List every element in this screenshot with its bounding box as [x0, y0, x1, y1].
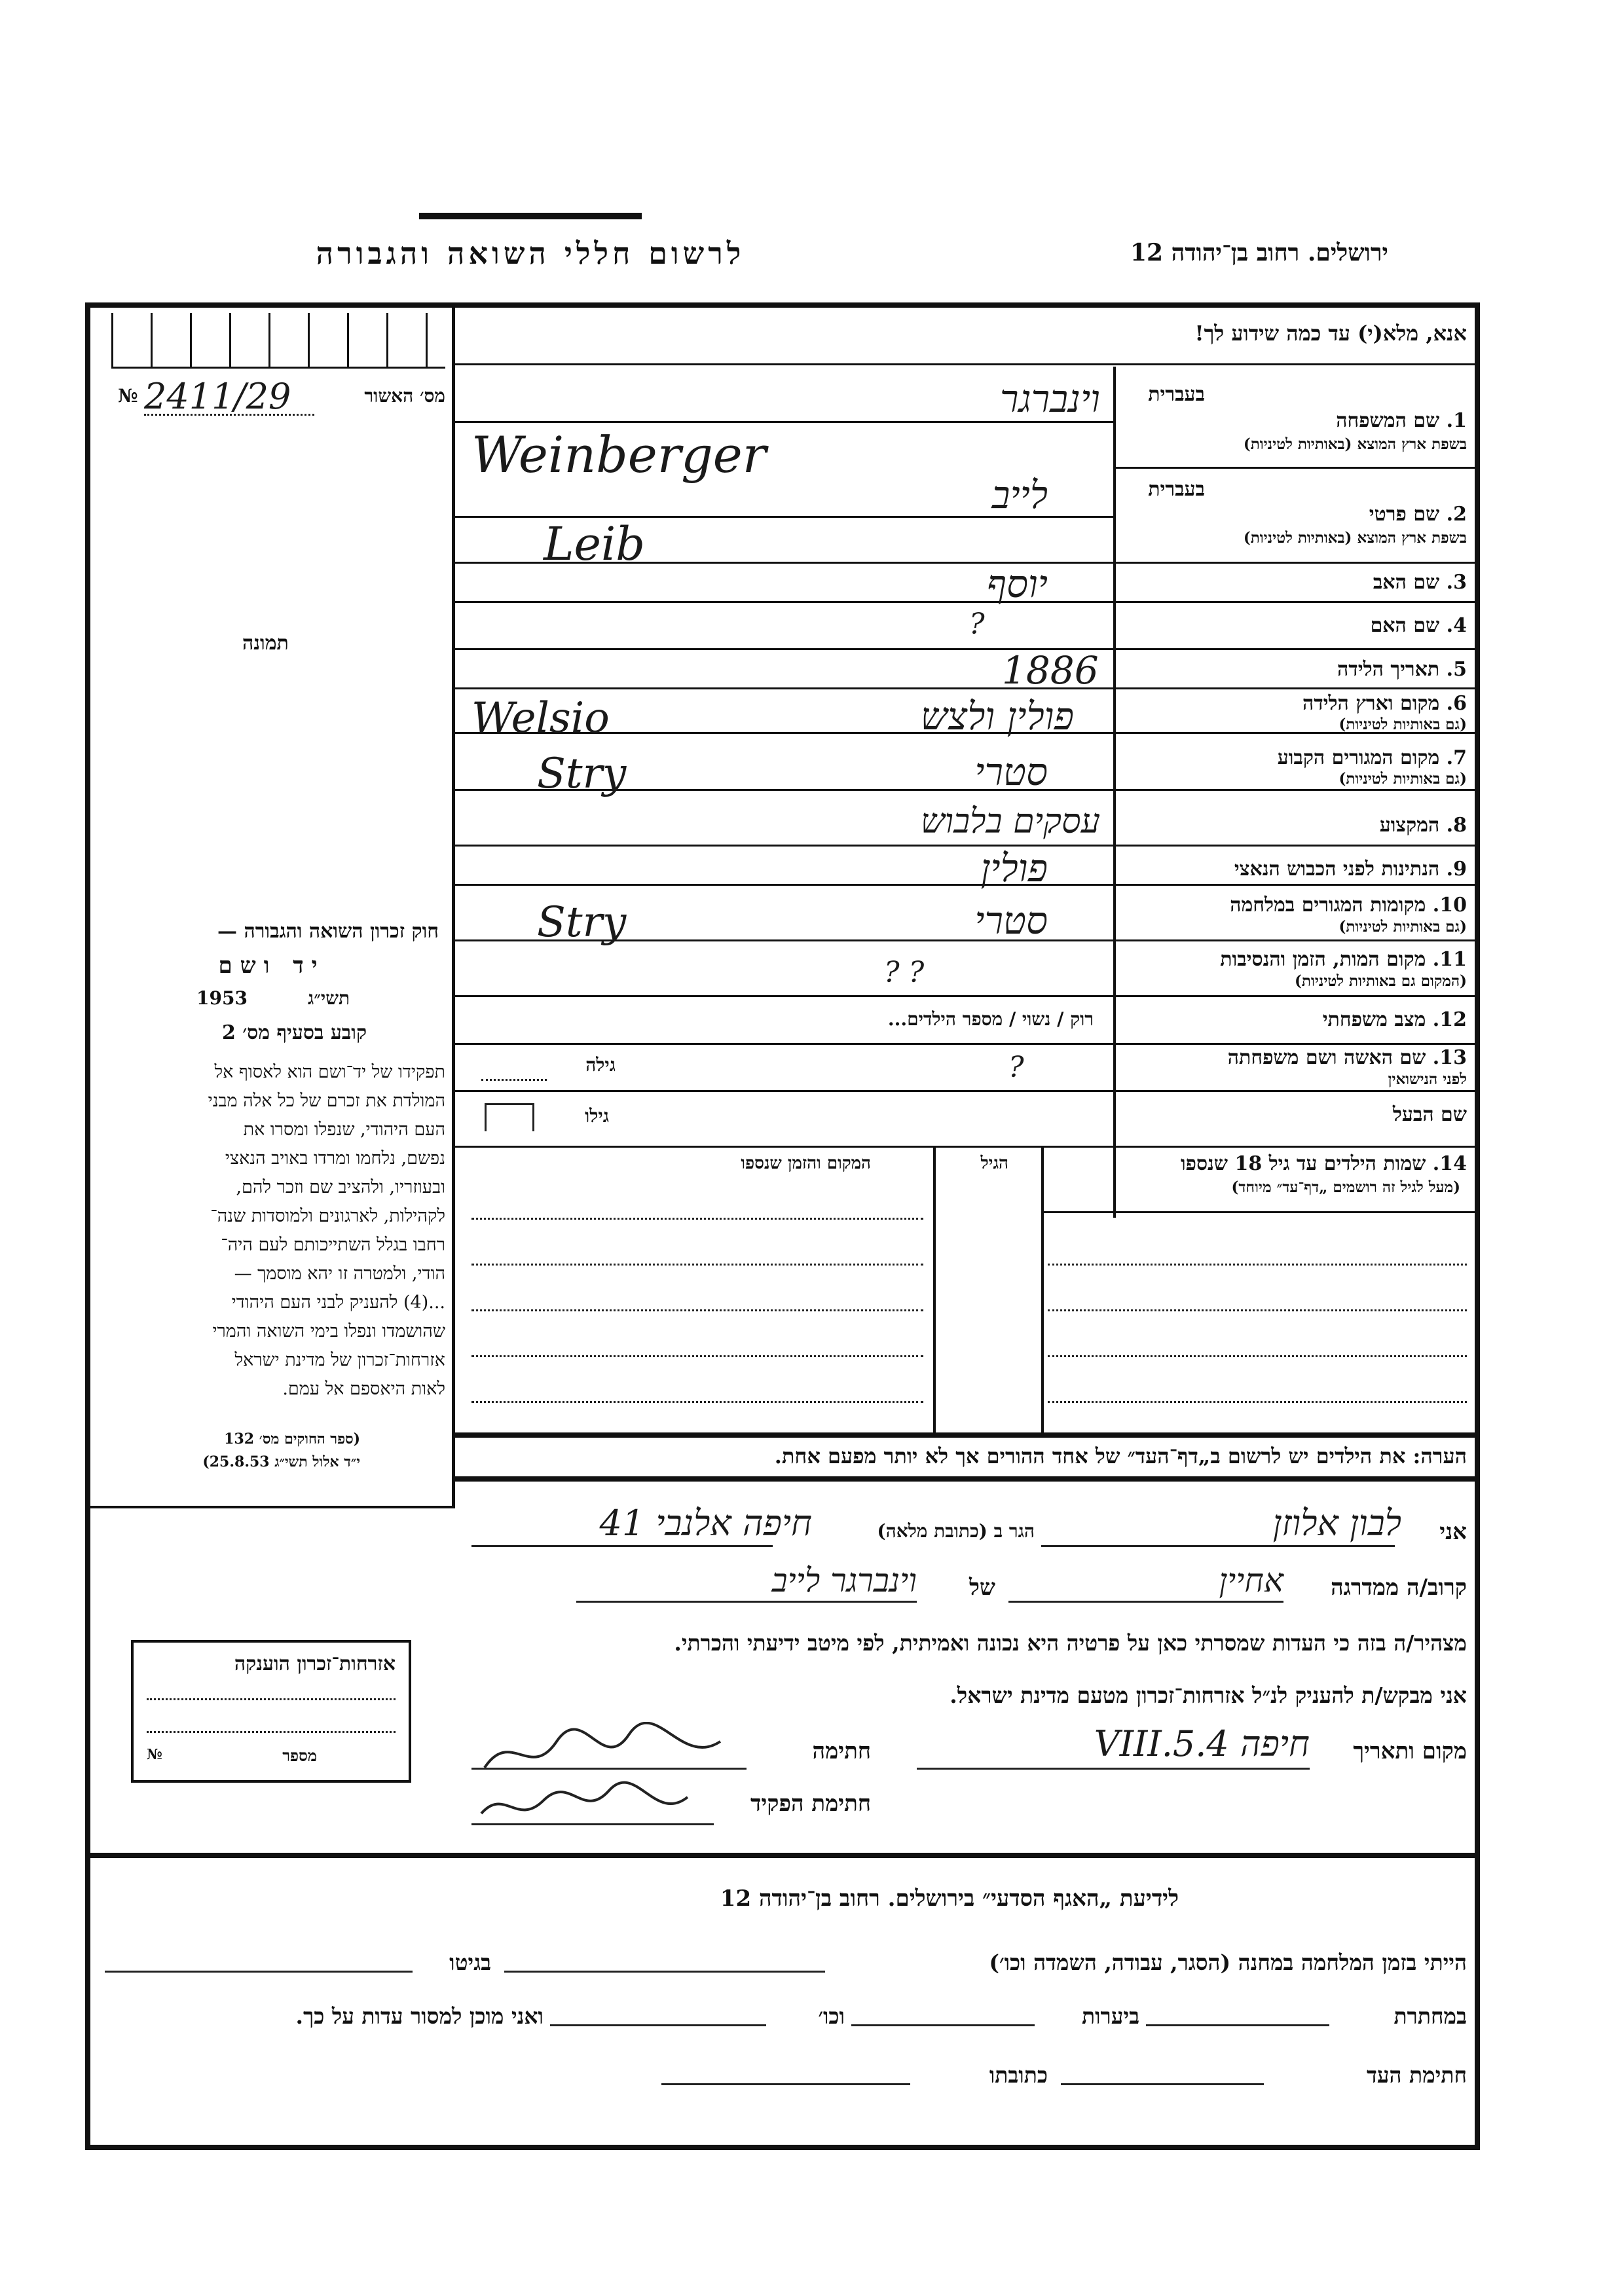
f1-label: 1. שם המשפחה	[1336, 409, 1467, 432]
f2-label: 2. שם פרטי	[1369, 503, 1467, 526]
f8-value: עסקים בלבוש	[920, 802, 1100, 841]
f14-sub: (מעל לגיל זה רושמים „דף־עד״ מיוחד)	[1231, 1178, 1460, 1196]
f7-sub: (גם באותיות לטיניות)	[1338, 770, 1467, 788]
frame-top	[85, 302, 1480, 308]
f2-value-hebrew: לייב	[991, 473, 1048, 517]
decl-place-date: חיפה 5.4.VIII	[1094, 1723, 1310, 1764]
footer-address: כתובתו	[989, 2062, 1048, 2088]
law-year: 1953	[196, 987, 248, 1009]
decl-ani: אני	[1439, 1519, 1467, 1545]
header-top-mark	[419, 213, 642, 219]
f4-label: 4. שם האם	[1370, 614, 1467, 637]
header-address: ירושלים. רחוב בן־יהודה 12	[1130, 239, 1388, 266]
footer-ghetto: בגיטו	[449, 1950, 491, 1975]
law-section: קובע בסעיף מס׳ 2	[221, 1021, 367, 1044]
f8-label: 8. המקצוע	[1379, 814, 1467, 837]
f13-sub: לפני הנישואין	[1388, 1070, 1467, 1088]
law-line-6: רחבו בגלל השתייכותם לעם היה־	[221, 1235, 445, 1255]
f14-label: 14. שמות הילדים עד גיל 18 שנספו	[1180, 1152, 1467, 1175]
law-line-10: אזרחות־זכרון של מדינת ישראל	[234, 1350, 445, 1370]
law-line-0: תפקידו של יד־ושם הוא לאסוף אל	[214, 1062, 445, 1082]
f6-sub: (גם באותיות לטיניות)	[1338, 716, 1467, 733]
f7-label: 7. מקום המגורים הקבוע	[1277, 746, 1467, 769]
frame-bottom	[85, 2145, 1480, 2150]
f3-value: יוסף	[986, 562, 1048, 606]
f5-value: 1886	[1002, 648, 1099, 693]
f11-value: ? ?	[884, 956, 925, 989]
law-line-5: לקהילות, לארגונים ולמוסדות שנה־	[210, 1206, 445, 1226]
citizenship-box-suffix: №	[147, 1746, 162, 1763]
f11-sub: (המקום גם באותיות לטיניות)	[1295, 972, 1467, 990]
law-ref-2: י״ד אלול תשי״ג 25.8.53)	[202, 1453, 360, 1470]
f4-value: ?	[969, 608, 985, 641]
law-ref-1: (ספר החוקים מס׳ 132	[224, 1430, 360, 1448]
decl-official-signature-label: חתימת הפקיד	[750, 1791, 871, 1817]
decl-resides-label: הגר ב (כתובת מלאה)	[877, 1520, 1035, 1542]
note-bar-bottom	[455, 1476, 1477, 1482]
f2-value-latin: Leib	[544, 517, 646, 571]
approval-number: 2411/29	[144, 376, 291, 417]
f7-value-latin: Stry	[537, 750, 627, 798]
decl-request: אני מבקש/ת להעניק לנ״ל אזרחות־זכרון מטעם מדינת ישראל.	[950, 1683, 1467, 1708]
f13b-age-label: גילו	[585, 1105, 609, 1127]
f6-value-hebrew: פולין ולצש	[920, 694, 1074, 738]
law-line-8: ...(4) להעניק לבני העם היהודי	[231, 1292, 445, 1313]
decl-signature-label: חתימה	[812, 1738, 871, 1764]
f12-label: 12. מצב משפחתי	[1322, 1008, 1467, 1031]
footer-heading: לידיעת „האגף הסדעי״ בירושלים. רחוב בן־יהודה 12	[720, 1886, 1179, 1912]
law-line-1: המולדת את זכרם של כל אלה מבני	[208, 1091, 445, 1111]
f11-label: 11. מקום המות, הזמן והנסיבות	[1220, 948, 1467, 971]
frame-left	[85, 302, 90, 2149]
approval-suffix: №	[118, 385, 138, 407]
decl-address: חיפה אלנבי 41	[599, 1503, 812, 1544]
decl-of-label: של	[969, 1575, 995, 1601]
footer-line2-b: ביערות	[1081, 2003, 1139, 2029]
f9-label: 9. הנתינות לפני הכבוש הנאצי	[1234, 858, 1467, 881]
left-col-divider	[452, 302, 455, 1507]
f10-value-hebrew: סטרי	[974, 898, 1048, 943]
law-line-4: ובעוזריו, ולהציב שם וזכר להם,	[236, 1177, 445, 1197]
f10-label: 10. מקומות המגורים במלחמה	[1230, 894, 1467, 917]
approval-label: מס׳ האשור	[364, 385, 445, 407]
f9-value: פולין	[980, 846, 1048, 890]
decl-relative-of: וינברגר לייב	[771, 1561, 917, 1599]
f1-sub: בשפת ארץ המוצא (באותיות לטיניות)	[1243, 435, 1467, 453]
law-title: חוק זכרון השואה והגבורה —	[217, 920, 439, 943]
law-line-3: נפשם, נלחמו ומרדו באויב הנאצי	[225, 1148, 445, 1169]
f14-col-age: הגיל	[980, 1154, 1008, 1173]
f5-label: 5. תאריך הלידה	[1337, 658, 1467, 681]
approval-tick-boxes	[111, 313, 445, 369]
instruction-underline	[455, 363, 1477, 365]
footer-line2-a: במחתרת	[1393, 2003, 1467, 2029]
f6-label: 6. מקום וארץ הלידה	[1302, 692, 1467, 715]
law-line-2: העם היהודי, שנפלו ומסרו את	[243, 1120, 445, 1140]
frame-right	[1475, 302, 1480, 2149]
law-line-11: לאות היאספם אל עמם.	[282, 1379, 445, 1399]
f3-label: 3. שם האב	[1373, 571, 1467, 594]
approval-number-row	[118, 376, 445, 419]
note-text: הערה: את הילדים יש לרשום ב„דף־העד״ של אחד ההורים אך לא יותר מפעם אחת.	[774, 1444, 1467, 1468]
instruction-text: אנא, מלא(י) עד כמה שידוע לך!	[1194, 321, 1467, 346]
law-line-7: הודי, ולמטרה זו יהא מוסמך —	[234, 1264, 445, 1284]
f13-age-label: גילה	[585, 1054, 616, 1076]
f10-value-latin: Stry	[537, 898, 627, 947]
footer-witness-sig: חתימת העד	[1366, 2062, 1467, 2088]
citizenship-box	[131, 1640, 411, 1783]
f2-lang-label: בעברית	[1148, 478, 1205, 501]
footer-separator	[90, 1853, 1475, 1858]
f12-options: רוק / נשוי / מספר הילדים...	[887, 1008, 1094, 1030]
f1-value-hebrew: וינברגר	[1000, 376, 1100, 421]
decl-statement: מצהיר/ה בזה כי העדות שמסרתי כאן על פרטיה היא נכונה ואמיתית, לפי מיטב ידיעתי והכרתי.	[674, 1630, 1467, 1656]
decl-declarant-name: לבון אלוזן	[1272, 1503, 1401, 1544]
footer-line2-c: וכו׳	[818, 2003, 845, 2029]
photo-label: תמונה	[242, 632, 289, 655]
decl-relative-label: קרוב/ה ממדרגה	[1331, 1575, 1467, 1601]
law-year-hebrew: תשי״ג	[308, 987, 350, 1009]
f1-value-latin: Weinberger	[471, 426, 767, 484]
f13-value: ?	[1008, 1051, 1024, 1084]
f10-sub: (גם באותיות לטיניות)	[1338, 918, 1467, 936]
decl-relation: אחיין	[1219, 1561, 1283, 1599]
f13-label: 13. שם האשה ושם משפחתה	[1227, 1046, 1467, 1069]
citizenship-box-number-label: מספר	[282, 1746, 317, 1765]
f13b-label: שם הבעל	[1392, 1103, 1467, 1126]
f2-sub: בשפת ארץ המוצא (באותיות לטיניות)	[1243, 529, 1467, 547]
citizenship-box-title: אזרחות־זכרון הוענקה	[234, 1652, 396, 1675]
footer-line1: הייתי בזמן המלחמה במחנה (הסגר, עבודה, השמדה וכו׳)	[989, 1950, 1467, 1975]
decl-place-date-label: מקום ותאריך	[1353, 1738, 1467, 1764]
footer-line2-d: ואני מוכן למסור עדות על כך.	[295, 2003, 544, 2029]
f6-value-latin: Welsio	[471, 694, 610, 742]
f13b-mark	[485, 1103, 534, 1131]
f7-value-hebrew: סטרי	[974, 750, 1048, 794]
law-name: יד ושם	[218, 953, 325, 979]
note-bar-top	[455, 1432, 1477, 1438]
decl-signature	[471, 1722, 733, 1781]
f1-lang-label: בעברית	[1148, 383, 1205, 406]
page-title: לרשום חללי השואה והגבורה	[316, 236, 745, 271]
law-line-9: שהושמדו ונפלו בימי השואה והמרי	[212, 1321, 445, 1341]
f14-col-place: המקום והזמן שנספו	[741, 1154, 871, 1173]
